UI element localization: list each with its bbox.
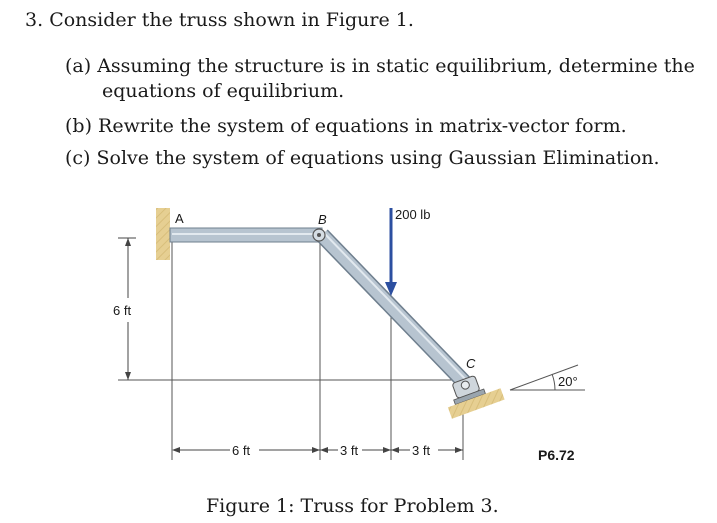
part-b-text: Rewrite the system of equations in matrix-vector form. [98, 115, 627, 137]
angle-arc [552, 374, 555, 390]
label-height: 6 ft [113, 303, 132, 318]
label-span-1: 6 ft [232, 443, 251, 458]
dim-arrow-load-out [391, 447, 399, 453]
label-span-2: 3 ft [340, 443, 359, 458]
dim-arrow-up [125, 238, 131, 246]
figure-caption: Figure 1: Truss for Problem 3. [206, 495, 499, 517]
problem-stem-text: Consider the truss shown in Figure 1. [49, 9, 414, 31]
part-a-text: Assuming the structure is in static equilibrium, determine the [97, 55, 695, 77]
dim-arrow-b-in [312, 447, 320, 453]
pin-b-center [317, 233, 321, 237]
dim-arrow-b-out [320, 447, 328, 453]
part-b-label: (b) [65, 115, 92, 137]
label-angle: 20° [558, 374, 578, 389]
part-c-text: Solve the system of equations using Gaussian Elimination. [96, 147, 660, 169]
label-point-a: A [175, 211, 184, 226]
problem-number: 3. [25, 9, 44, 31]
label-span-3: 3 ft [412, 443, 431, 458]
label-problem-code: P6.72 [538, 447, 575, 463]
dim-arrow-load-in [383, 447, 391, 453]
part-a-continuation: equations of equilibrium. [102, 80, 345, 102]
member-bc [322, 235, 466, 384]
part-c-label: (c) [65, 147, 91, 169]
member-bc-highlight [324, 233, 468, 382]
dim-arrow-down [125, 372, 131, 380]
dim-arrow-right [455, 447, 463, 453]
label-point-c: C [466, 356, 476, 371]
part-a-label: (a) [65, 55, 92, 77]
dim-arrow-left [172, 447, 180, 453]
label-load: 200 lb [395, 207, 431, 222]
wall-hatch [156, 208, 170, 260]
label-point-b: B [318, 212, 327, 227]
